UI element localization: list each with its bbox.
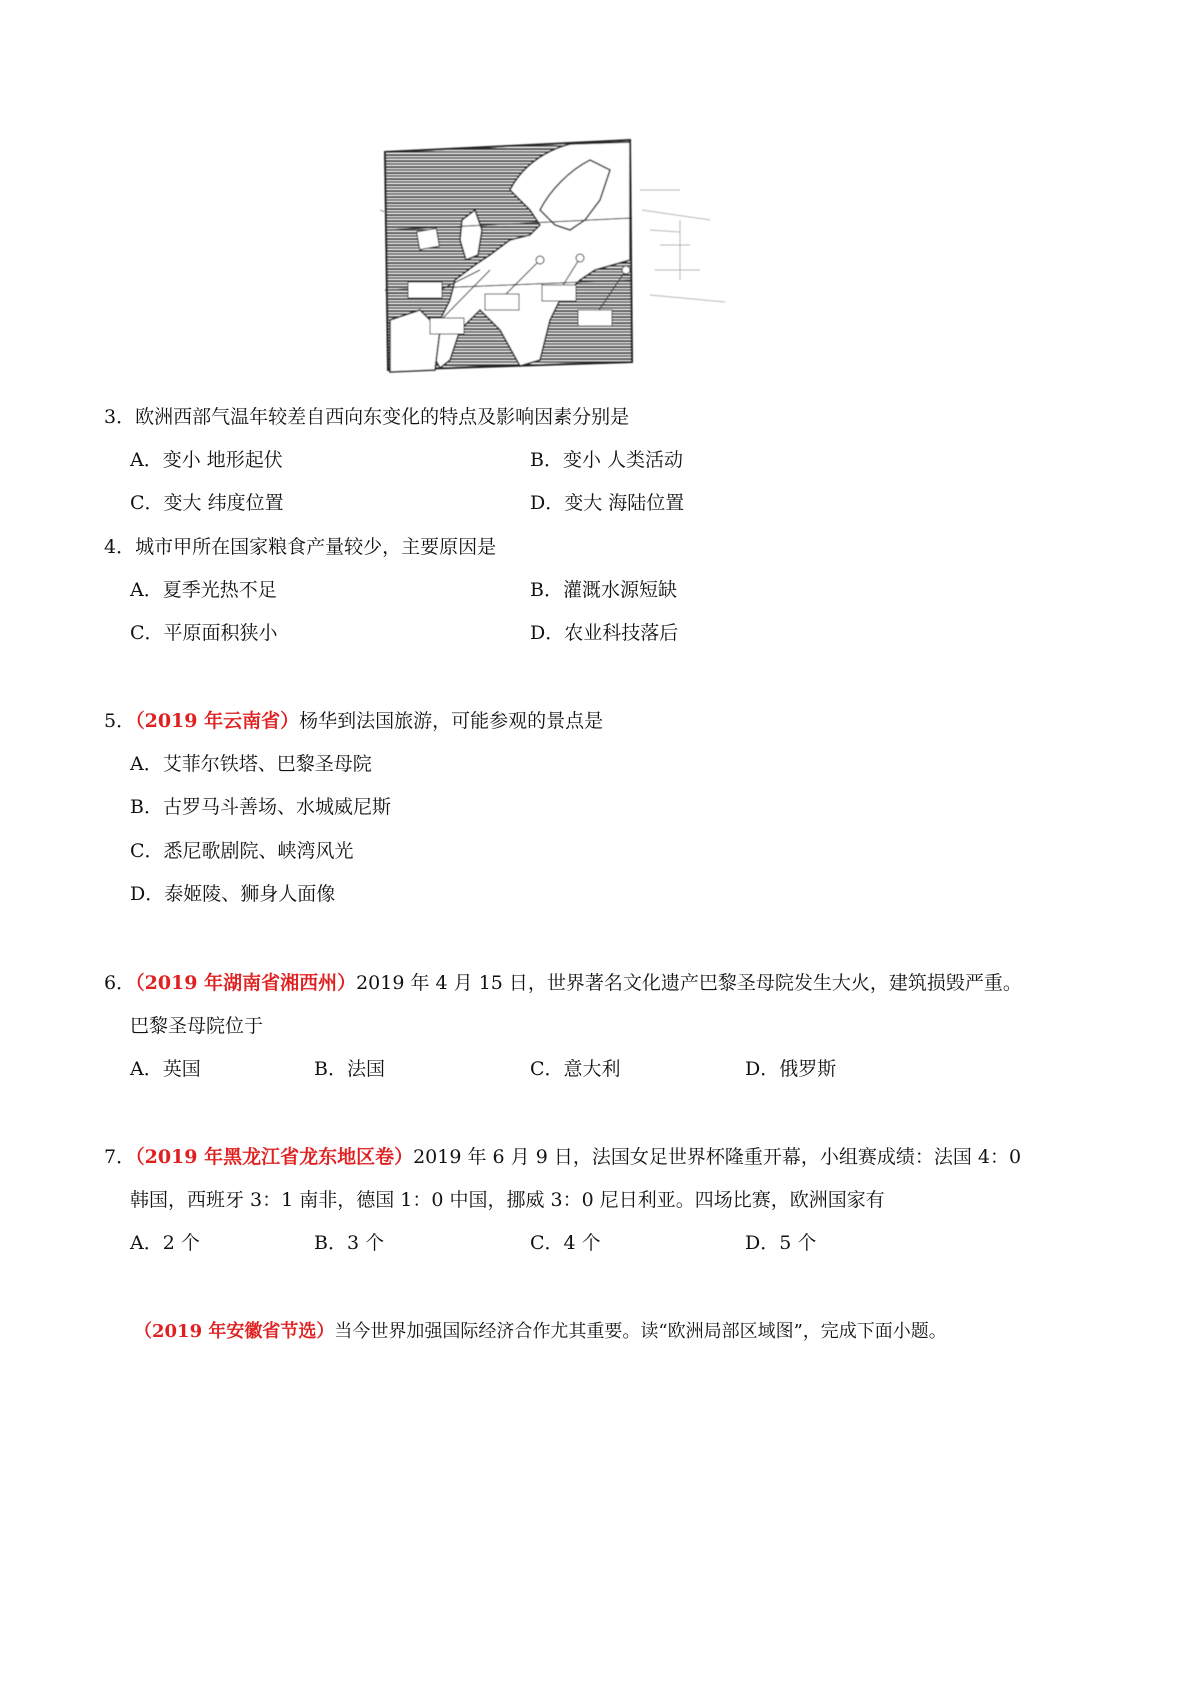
q5-number: 5． [104, 710, 136, 732]
q7-option-b: B．3 个 [314, 1232, 385, 1254]
q5-option-a: A．艾菲尔铁塔、巴黎圣母院 [130, 753, 372, 775]
q8-intro [134, 1319, 947, 1345]
q6-option-c: C．意大利 [530, 1058, 621, 1080]
europe-map-figure [380, 130, 740, 410]
q3-option-d: D．变大 海陆位置 [530, 492, 685, 514]
q4-option-b: B．灌溉水源短缺 [530, 579, 677, 601]
q6-source: （2019 年湖南省湘西州） [135, 972, 357, 994]
q7-option-a: A．2 个 [130, 1232, 200, 1254]
q7-stem-line-2: 韩国，西班牙 3：1 南非，德国 1：0 中国，挪威 3：0 尼日利亚。四场比赛，欧洲国家有 [130, 1189, 885, 1211]
q5-stem: 杨华到法国旅游，可能参观的景点是 [299, 710, 604, 732]
q3-option-b: B．变小 人类活动 [530, 449, 684, 471]
q6-stem-line-2: 巴黎圣母院位于 [130, 1015, 264, 1037]
q5-option-c: C．悉尼歌剧院、峡湾风光 [130, 840, 354, 862]
q7-option-d: D．5 个 [745, 1232, 817, 1254]
q6-stem: 2019 年 4 月 15 日，世界著名文化遗产巴黎圣母院发生大火，建筑损毁严重。 [356, 972, 1022, 994]
q4-option-d: D．农业科技落后 [530, 622, 679, 644]
q4-stem: 4．城市甲所在国家粮食产量较少，主要原因是 [104, 536, 497, 558]
q7-option-c: C．4 个 [530, 1232, 601, 1254]
q6-option-b: B．法国 [314, 1058, 385, 1080]
q5-option-b: B．古罗马斗善场、水城威尼斯 [130, 796, 391, 818]
q3-option-c: C．变大 纬度位置 [130, 492, 284, 514]
q6-number: 6． [104, 972, 136, 994]
q7-source: （2019 年黑龙江省龙东地区卷） [135, 1146, 414, 1168]
q3-stem: 3．欧洲西部气温年较差自西向东变化的特点及影响因素分别是 [104, 406, 630, 428]
q7-stem: 2019 年 6 月 9 日，法国女足世界杯隆重开幕，小组赛成绩：法国 4：0 [413, 1146, 1022, 1168]
q8-source: （2019 年安徽省节选） [134, 1321, 335, 1342]
q6-stem-line-1 [104, 970, 1022, 996]
q5-source: （2019 年云南省） [135, 710, 300, 732]
q6-option-a: A．英国 [130, 1058, 201, 1080]
q8-stem: 当今世界加强国际经济合作尤其重要。读“欧洲局部区域图”，完成下面小题。 [334, 1321, 947, 1342]
q3-option-a: A．变小 地形起伏 [130, 449, 283, 471]
q7-stem-line-1 [104, 1144, 1021, 1170]
q5-option-d: D．泰姬陵、狮身人面像 [130, 883, 336, 905]
q7-number: 7． [104, 1146, 136, 1168]
q4-option-c: C．平原面积狭小 [130, 622, 278, 644]
q4-option-a: A．夏季光热不足 [130, 579, 277, 601]
q5-stem-line [104, 708, 603, 734]
q6-option-d: D．俄罗斯 [745, 1058, 837, 1080]
